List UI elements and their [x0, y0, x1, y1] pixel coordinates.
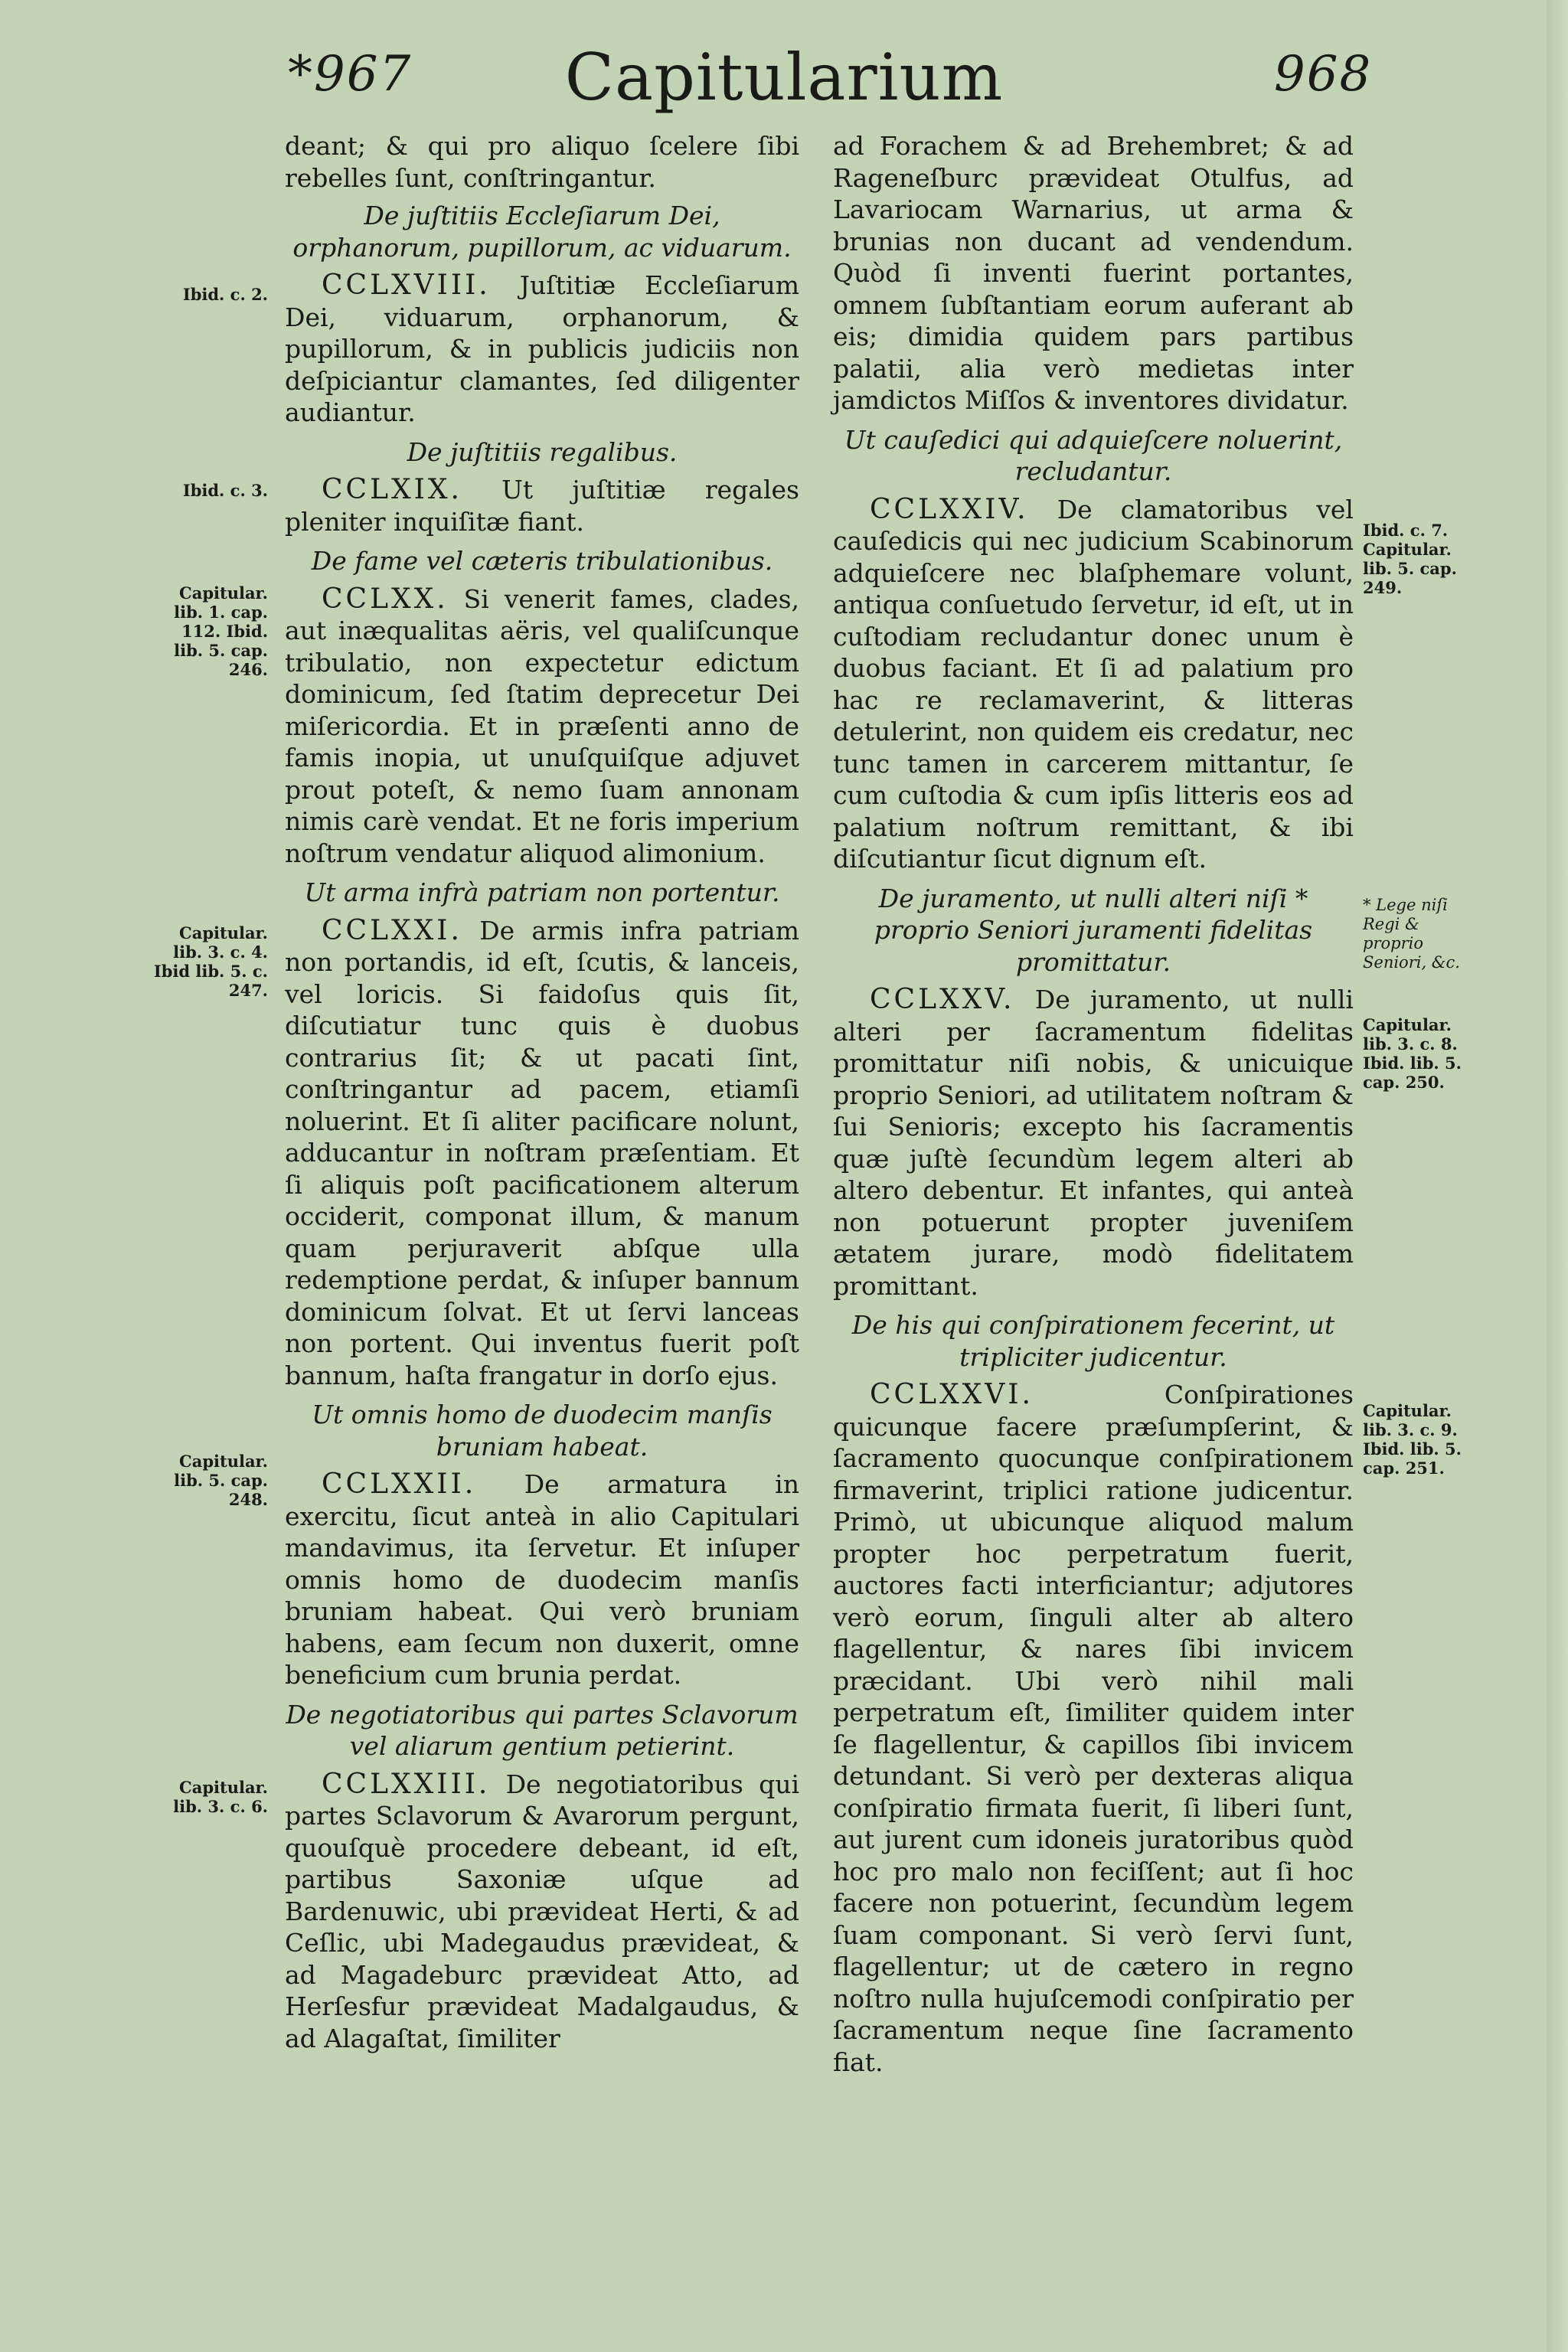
page-number-right: 968 [1274, 46, 1373, 103]
section-text: De armatura in exercitu, ſicut anteà in alio Capitulari mandavimus, ita ſervetur. Et inſuper omnis homo de duodecim manſis bruniam habeat. Qui verò bruniam habens, eam ſecum non duxerit, omne beneficium cum brunia perdat. [285, 1469, 799, 1690]
section-number: CCLXXVI. [870, 1379, 1034, 1410]
section-number: CCLXXI. [322, 914, 462, 946]
section-paragraph [285, 915, 799, 1392]
section-number: CCLXX. [322, 583, 449, 615]
margin-note: Capitular. lib. 1. cap. 112. Ibid. lib. 5. cap. 246. [174, 583, 268, 679]
margin-note: Capitular. lib. 3. c. 8. Ibid. lib. 5. cap. 250. [1363, 1015, 1462, 1092]
page-mark: * [288, 46, 314, 103]
section-heading: De juramento, ut nulli alteri niſi * proprio Seniori juramenti fidelitas promittatur. [874, 883, 1313, 977]
margin-note: Capitular. lib. 3. c. 9. Ibid. lib. 5. cap. 251. [1363, 1401, 1462, 1478]
continuation-text: deant; & qui pro aliquo ſcelere ſibi rebelles ſunt, conſtringantur. [285, 131, 799, 193]
section-paragraph [285, 1468, 799, 1691]
margin-note: * Lege niſi Regi & proprio Seniori, &c. [1363, 896, 1460, 972]
section-heading: Ut arma infrà patriam non portentur. [304, 877, 780, 907]
left-column [285, 130, 799, 2060]
section-text: Conſpirationes quicunque facere præſumpſerint, & ſacramento quocunque conſpirationem firmaverint, triplici ratione judicentur. Primò, ut ubicunque aliquod malum propter hoc perpetratum fuerit, auctores facti interficiantur; adjutores verò eorum, ſinguli alter ab altero flagellentur, & nares ſibi invicem præcidant. Ubi verò nihil mali perpetratum eſt, ſimiliter quidem inter ſe flagellentur, & capillos ſibi invicem detundant. Si verò per dexteras aliqua conſpiratio firmata fuerit, ſi liberi ſunt, aut jurent cum idoneis juratoribus quòd hoc pro malo non feciſſent; aut ſi hoc facere non potuerint, ſecundùm legem ſuam componant. Si verò ſervi ſunt, flagellentur; ut de cætero in regno noſtro nulla hujuſcemodi conſpiratio per ſacramentum neque ſine ſacramento fiat. [833, 1380, 1354, 2077]
section-number: CCLXXIV. [870, 493, 1029, 525]
page-edge [1547, 0, 1568, 2352]
margin-note: Capitular. lib. 3. c. 4. Ibid lib. 5. c. 247. [153, 923, 268, 1000]
right-column [833, 130, 1354, 2084]
section-paragraph [833, 494, 1354, 875]
section-text: Juſtitiæ Eccleſiarum Dei, viduarum, orphanorum, & pupillorum, & in publicis judiciis non deſpiciantur clamantes, ſed diligenter audiantur. [285, 270, 799, 427]
section-paragraph [833, 984, 1354, 1302]
margin-note: Ibid. c. 2. [182, 285, 268, 304]
section-heading: Ut omnis homo de duodecim manſis bruniam habeat. [312, 1400, 773, 1462]
section-paragraph [285, 474, 799, 537]
section-heading: De juſtitiis Eccleſiarum Dei, orphanorum, pupillorum, ac viduarum. [292, 201, 792, 263]
section-number: CCLXXIII. [322, 1768, 491, 1800]
section-number: CCLXVIII. [322, 270, 491, 301]
section-number: CCLXXV. [870, 984, 1015, 1015]
section-paragraph [833, 1379, 1354, 2078]
running-title: Capitularium [564, 40, 1004, 115]
margin-note: Ibid. c. 7. Capitular. lib. 5. cap. 249. [1363, 521, 1457, 597]
section-paragraph [285, 583, 799, 870]
section-text: Ut juſtitiæ regales pleniter inquiſitæ fiant. [285, 475, 799, 537]
section-number: CCLXXII. [322, 1468, 477, 1500]
margin-note: Ibid. c. 3. [182, 481, 268, 500]
section-text: Si venerit fames, clades, aut inæqualitas aëris, vel qualiſcunque tribulatio, non expectetur edictum dominicum, ſed ſtatim deprecetur Dei miſericordia. Et in præſenti anno de famis inopia, ut unuſquiſque adjuvet prout poteſt, & nemo ſuam annonam nimis carè vendat. Et ne foris imperium noſtrum vendatur aliquod alimonium. [285, 583, 799, 868]
section-heading: De fame vel cæteris tribulationibus. [311, 546, 773, 576]
section-heading: De his qui conſpirationem fecerint, ut tripliciter judicentur. [851, 1310, 1335, 1372]
section-number: CCLXIX. [322, 474, 462, 505]
page-number-left-value: 967 [314, 46, 413, 103]
section-heading: De negotiatoribus qui partes Sclavorum vel aliarum gentium petierint. [286, 1699, 799, 1761]
section-text: De armis infra patriam non portandis, id eſt, ſcutis, & lanceis, vel loricis. Si faidoſus quis ſit, diſcutiatur tunc quis è duobus contrarius ſit; & ut pacati ſint, conſtringantur ad pacem, etiamſi noluerint. Et ſi aliter pacificare nolunt, adducantur in noſtram præſentiam. Et ſi aliquis poſt pacificationem alterum occiderit, componat illum, & manum quam perjuraverit abſque ulla redemptione perdat, & inſuper bannum dominicum ſolvat. Et ut ſervi lanceas non portent. Qui inventus fuerit poſt bannum, haſta frangatur in dorſo ejus. [285, 915, 799, 1390]
margin-note: Capitular. lib. 3. c. 6. [173, 1778, 268, 1816]
section-heading: De juſtitiis regalibus. [407, 436, 678, 467]
section-paragraph [285, 270, 799, 429]
continuation-text: ad Forachem & ad Brehembret; & ad Rageneſburc prævideat Otulfus, ad Lavariocam Warnarius, ut arma & brunias non ducant ad vendendum. Quòd ſi inventi fuerint portantes, omnem ſubſtantiam eorum auferant ab eis; dimidia quidem pars partibus palatii, alia verò medietas inter jamdictos Miſſos & inventores dividatur. [833, 131, 1354, 415]
section-text: De juramento, ut nulli alteri per ſacramentum fidelitas promittatur niſi nobis, & unicuique proprio Seniori, ad utilitatem noſtram & ſui Senioris; excepto his ſacramentis quæ juſtè ſecundùm legem alteri ab altero debentur. Et infantes, qui anteà non potuerunt propter juveniſem ætatem jurare, modò fidelitatem promittant. [833, 985, 1354, 1301]
section-paragraph [285, 1769, 799, 2055]
section-text: De clamatoribus vel cauſedicis qui nec judicium Scabinorum adquieſcere nec blaſphemare volunt, antiqua conſuetudo ſervetur, id eſt, ut in cuſtodiam recludantur donec unum è duobus faciant. Et ſi ad palatium pro hac re reclamaverint, & litteras detulerint, non quidem eis credatur, nec tunc tamen in carcerem mittantur, ſe cum cuſtodia & cum ipſis litteris eos ad palatium noſtrum remittant, & ibi diſcutiantur ſicut dignum eſt. [833, 494, 1354, 874]
section-heading: Ut cauſedici qui adquieſcere noluerint, recludantur. [844, 424, 1343, 486]
section-text: De negotiatoribus qui partes Sclavorum & Avarorum pergunt, quouſquè procedere debeant, id eſt, partibus Saxoniæ uſque ad Bardenuwic, ubi prævideat Herti, & ad Ceſlic, ubi Madegaudus prævideat, & ad Magadeburc prævideat Atto, ad Herſesfur prævideat Madalgaudus, & ad Alagaſtat, ſimiliter [285, 1769, 799, 2053]
margin-note: Capitular. lib. 5. cap. 248. [174, 1452, 268, 1509]
